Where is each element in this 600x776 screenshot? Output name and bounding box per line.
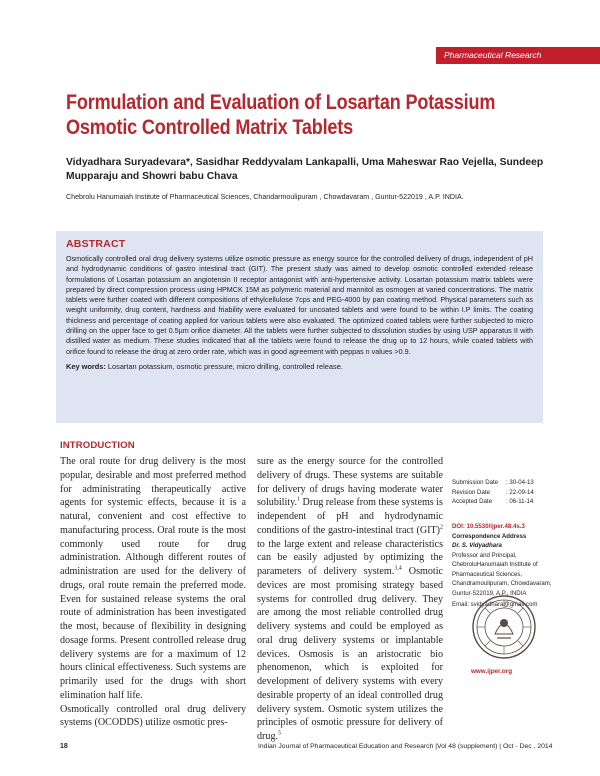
intro-paragraph-3 bbox=[257, 455, 443, 744]
text-run: Drug release from these systems is independent of pH and hydrodynamic conditions of the gastro-intestinal tract (GIT) bbox=[257, 497, 443, 536]
abstract-heading: ABSTRACT bbox=[66, 238, 126, 250]
revision-date bbox=[452, 488, 552, 498]
citation-ref[interactable]: 2 bbox=[440, 524, 443, 531]
body-column-2 bbox=[257, 455, 443, 744]
text-run: sure as the energy source for the controlled delivery of drugs. These systems are suitable for delivery of drugs having moderate water solubility. bbox=[257, 456, 443, 509]
submission-date bbox=[452, 478, 552, 488]
website-link[interactable]: www.ijper.org bbox=[471, 668, 513, 675]
affiliation: Chebrolu Hanumaiah Institute of Pharmaceutical Sciences, Chandarmoulipuram , Chowdavaram , Guntur-522019 , A.P. INDIA. bbox=[66, 193, 464, 201]
author-list: Vidyadhara Suryadevara*, Sasidhar Reddyvalam Lankapalli, Uma Maheswar Rao Vejella, Sundeep Mupparaju and Showri babu Chava bbox=[66, 157, 544, 182]
date-value: : 06-11-14 bbox=[506, 498, 534, 505]
accepted-date bbox=[452, 497, 552, 507]
article-dates bbox=[452, 478, 552, 507]
email[interactable]: Email: svidyadhara@gmail.com bbox=[452, 601, 538, 608]
citation-ref[interactable]: 1 bbox=[297, 496, 301, 503]
abstract-body: Osmotically controlled oral drug delivery systems utilize osmotic pressure as energy source for the controlled delivery of drugs, independent of pH and hydrodynamic conditions of gastro intestinal tract (GIT). The present study was aimed to develop osmotic controlled extended release formulations of Losartan potassium an angiotensin II receptor antagonist with anti-hypertensive activity. Losartan potassium matrix tablets were prepared by direct compression process using HPMCK 15M as polymeric material and mannitol as osmogen at varied concentrations. The matrix tablets were further coated with different compositions of ethylcellulose 7cps and PEG-4000 by pan coating method. Physical parameters such as weight uniformity, drug content, hardness and friability were evaluated for uncoated tablets and were found to be within I.P limits. The coating thickness and percentage of coating applied for various tablets were also evaluated. The optimized coated tablets were further subjected to micro drilling on the upper face to get 0.5µm orifice diameter. All the tablets were further subjected to dissolution studies by using USP apparatus II with distilled water as medium. These studies indicated that all the tablets were found to release the drug up to 12 hours, while coated tablets with orifice found to release the drug at zero order rate, which was in good agreement with peppas n values >0.9. bbox=[66, 254, 533, 356]
date-label: Accepted Date bbox=[452, 498, 492, 505]
date-label: Submission Date bbox=[452, 479, 499, 486]
abstract-box bbox=[56, 231, 543, 423]
journal-seal-logo bbox=[470, 594, 538, 660]
correspondence-label: Correspondence Address bbox=[452, 532, 527, 540]
date-label: Revision Date bbox=[452, 488, 490, 496]
article-title: Formulation and Evaluation of Losartan Potassium Osmotic Controlled Matrix Tablets bbox=[66, 91, 496, 139]
section-tag: Pharmaceutical Research bbox=[436, 47, 600, 64]
body-column-1 bbox=[60, 455, 246, 730]
citation-ref[interactable]: 3,4 bbox=[394, 565, 402, 572]
date-value: : 30-04-13 bbox=[506, 479, 534, 486]
intro-paragraph-1: The oral route for drug delivery is the most popular, desirable and most preferred method for administrating therapeutically active agents for systemic effects, because it is a natural, convenient and cost effective to manufacturing process. Oral route is the most commonly used route for drug administration. Although different routes of administration are used for the delivery of drugs, oral route remain the preferred mode. Even for sustained release systems the oral route of administration has been investigated the most, because of flexibility in designing dosage forms. Present controlled release drug delivery systems are for a maximum of 12 hours clinical effectiveness. Such systems are primarily used for the drugs with short elimination half life. bbox=[60, 456, 246, 701]
introduction-heading: INTRODUCTION bbox=[60, 440, 135, 451]
date-value: : 22-09-14 bbox=[506, 488, 534, 496]
text-run: Osmotic devices are most promising strategy based systems for controlled drug delivery. They are among the most reliable controlled drug delivery systems and could be employed as oral drug delivery systems or implantable devices. Osmosis is an aristocratic bio phenomenon, which is exploited for development of delivery systems with every desirable property of an ideal controlled drug delivery system. Osmotic system utilizes the principles of osmotic pressure for delivery of drug. bbox=[257, 566, 443, 742]
journal-footer: Indian Journal of Pharmaceutical Education and Research |Vol 48 (supplement) | Oct - Dec , 2014 bbox=[258, 743, 553, 750]
page-number: 18 bbox=[60, 743, 68, 750]
intro-paragraph-2: Osmotically controlled oral drug delivery systems (OCODDS) utilize osmotic pres- bbox=[60, 703, 246, 729]
correspondence-details: Professor and Principal, ChebroluHanumaiah Institute of Pharmaceutical Sciences, Chandramoulipuram, Chowdavaram, Guntur-522019, A.P., INDIA bbox=[452, 551, 552, 597]
keywords bbox=[66, 362, 533, 372]
keywords-label: Key words: bbox=[66, 361, 106, 371]
text-run: to the large extent and release characteristics can be easily adjusted by optimizing the parameters of delivery system. bbox=[257, 538, 443, 577]
correspondence-name: Dr. S. Vidyadhara bbox=[452, 542, 502, 549]
keywords-text: Losartan potassium, osmotic pressure, micro drilling, controlled release. bbox=[107, 361, 343, 371]
doi-link[interactable]: DOI: 10.5530/ijper.48.4s.3 bbox=[452, 523, 525, 530]
citation-ref[interactable]: 5 bbox=[278, 730, 282, 737]
